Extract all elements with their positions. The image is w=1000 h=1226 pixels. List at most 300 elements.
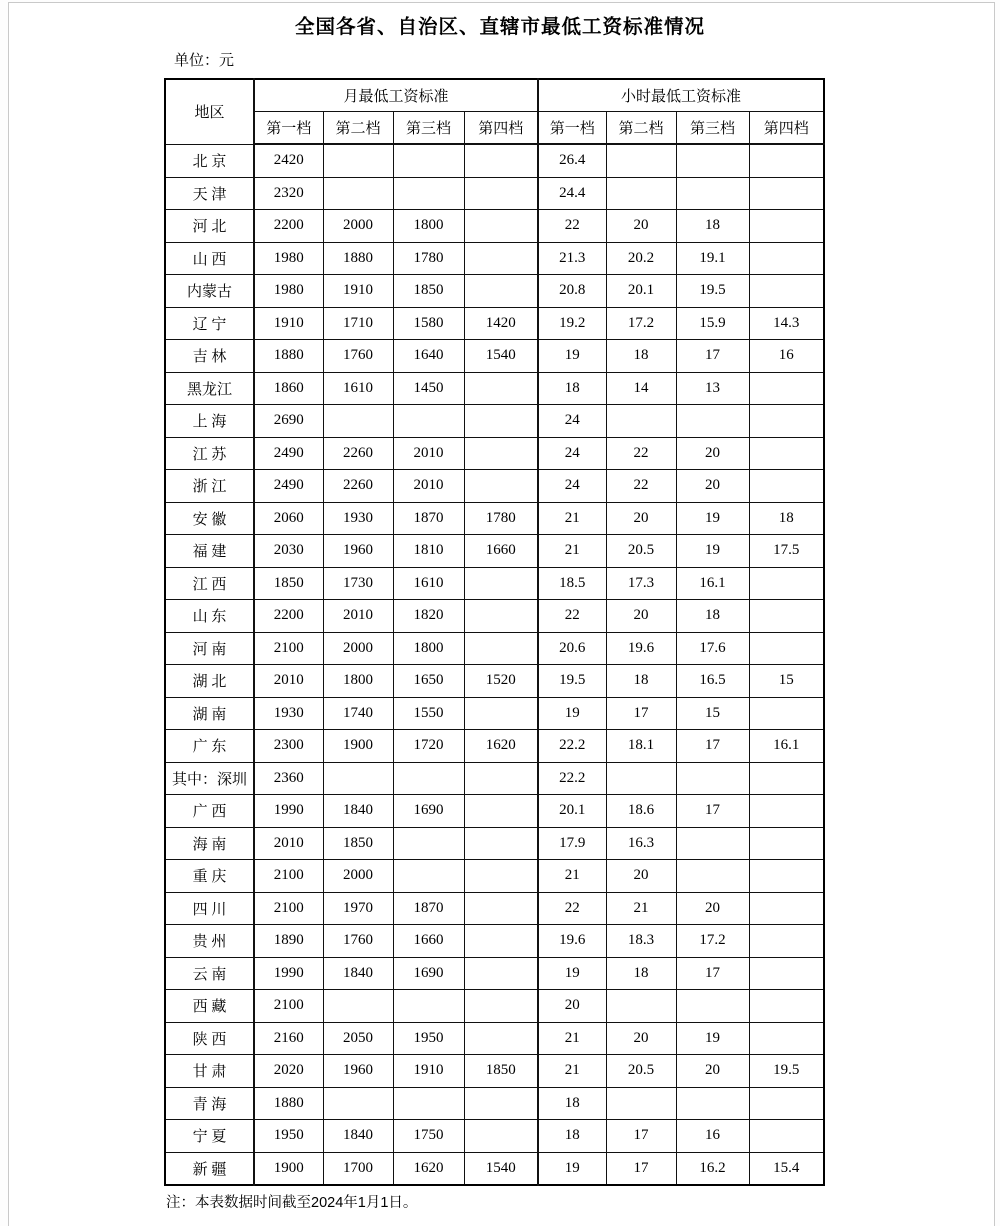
hourly-tier-1-cell: 24 bbox=[538, 405, 606, 438]
monthly-tier-4-cell bbox=[464, 1087, 538, 1120]
region-cell: 内蒙古 bbox=[165, 275, 254, 308]
monthly-tier-2-cell: 1740 bbox=[323, 697, 393, 730]
monthly-tier-2-cell: 1880 bbox=[323, 242, 393, 275]
table-row bbox=[165, 990, 824, 1023]
hourly-tier-2-cell: 20 bbox=[606, 210, 676, 243]
region-cell: 广 东 bbox=[165, 730, 254, 763]
monthly-tier-4-cell bbox=[464, 210, 538, 243]
monthly-tier-1-cell: 2060 bbox=[254, 502, 323, 535]
monthly-tier-2-cell bbox=[323, 1087, 393, 1120]
hourly-tier-2-cell: 20.5 bbox=[606, 1055, 676, 1088]
hourly-tier-3-cell: 18 bbox=[676, 600, 749, 633]
hourly-tier-4-cell bbox=[749, 275, 824, 308]
table-row bbox=[165, 275, 824, 308]
monthly-tier-4-cell: 1620 bbox=[464, 730, 538, 763]
hourly-tier-4-cell: 18 bbox=[749, 502, 824, 535]
region-cell: 黑龙江 bbox=[165, 372, 254, 405]
monthly-tier-1-cell: 2010 bbox=[254, 665, 323, 698]
hourly-tier-2-cell: 20.1 bbox=[606, 275, 676, 308]
monthly-tier-2-cell bbox=[323, 405, 393, 438]
table-row bbox=[165, 762, 824, 795]
monthly-tier-2-cell: 1970 bbox=[323, 892, 393, 925]
region-cell: 河 北 bbox=[165, 210, 254, 243]
hourly-tier-2-cell: 20 bbox=[606, 1022, 676, 1055]
monthly-tier-4-cell: 1540 bbox=[464, 1152, 538, 1185]
monthly-tier-4-cell bbox=[464, 437, 538, 470]
hourly-tier-3-cell bbox=[676, 762, 749, 795]
hourly-tier-1-cell: 24.4 bbox=[538, 177, 606, 210]
monthly-tier-3-cell: 1810 bbox=[393, 535, 464, 568]
table-row bbox=[165, 307, 824, 340]
hourly-tier-4-cell bbox=[749, 437, 824, 470]
table-row bbox=[165, 502, 824, 535]
monthly-tier-1-cell: 2100 bbox=[254, 892, 323, 925]
monthly-tier-3-cell: 1640 bbox=[393, 340, 464, 373]
monthly-tier-3-cell bbox=[393, 990, 464, 1023]
monthly-tier-1-cell: 2020 bbox=[254, 1055, 323, 1088]
hourly-tier-2-cell: 19.6 bbox=[606, 632, 676, 665]
monthly-tier-3-cell: 1450 bbox=[393, 372, 464, 405]
monthly-tier-1-cell: 1860 bbox=[254, 372, 323, 405]
hourly-tier-2-cell: 17 bbox=[606, 1120, 676, 1153]
region-cell: 甘 肃 bbox=[165, 1055, 254, 1088]
hourly-tier-3-cell bbox=[676, 177, 749, 210]
monthly-tier-3-cell: 1580 bbox=[393, 307, 464, 340]
region-cell: 北 京 bbox=[165, 144, 254, 177]
monthly-tier-4-header: 第四档 bbox=[464, 112, 538, 145]
hourly-tier-2-cell: 18 bbox=[606, 665, 676, 698]
monthly-tier-3-cell: 1550 bbox=[393, 697, 464, 730]
hourly-tier-1-cell: 20.1 bbox=[538, 795, 606, 828]
hourly-tier-4-cell bbox=[749, 892, 824, 925]
table-row bbox=[165, 1055, 824, 1088]
hourly-tier-3-cell: 17 bbox=[676, 730, 749, 763]
monthly-tier-2-cell: 1960 bbox=[323, 535, 393, 568]
hourly-tier-3-cell: 15 bbox=[676, 697, 749, 730]
table-row bbox=[165, 405, 824, 438]
region-cell: 福 建 bbox=[165, 535, 254, 568]
monthly-tier-3-cell: 1650 bbox=[393, 665, 464, 698]
hourly-tier-3-cell: 20 bbox=[676, 892, 749, 925]
monthly-tier-1-cell: 2030 bbox=[254, 535, 323, 568]
monthly-tier-1-cell: 2100 bbox=[254, 860, 323, 893]
monthly-tier-2-cell: 1760 bbox=[323, 925, 393, 958]
hourly-tier-2-cell: 18.3 bbox=[606, 925, 676, 958]
hourly-tier-3-header: 第三档 bbox=[676, 112, 749, 145]
monthly-tier-4-cell bbox=[464, 1120, 538, 1153]
hourly-tier-3-cell: 17.2 bbox=[676, 925, 749, 958]
monthly-tier-2-cell: 2260 bbox=[323, 470, 393, 503]
region-cell: 宁 夏 bbox=[165, 1120, 254, 1153]
monthly-tier-3-cell: 1870 bbox=[393, 502, 464, 535]
monthly-tier-3-cell: 1820 bbox=[393, 600, 464, 633]
monthly-tier-3-cell: 1610 bbox=[393, 567, 464, 600]
monthly-tier-1-cell: 1910 bbox=[254, 307, 323, 340]
hourly-tier-4-cell bbox=[749, 762, 824, 795]
monthly-tier-4-cell: 1780 bbox=[464, 502, 538, 535]
monthly-tier-4-cell: 1520 bbox=[464, 665, 538, 698]
monthly-tier-1-cell: 2490 bbox=[254, 437, 323, 470]
hourly-tier-1-cell: 21 bbox=[538, 502, 606, 535]
hourly-tier-1-cell: 19.5 bbox=[538, 665, 606, 698]
hourly-tier-4-cell: 15.4 bbox=[749, 1152, 824, 1185]
table-row bbox=[165, 892, 824, 925]
monthly-tier-4-cell bbox=[464, 600, 538, 633]
hourly-tier-1-cell: 19 bbox=[538, 957, 606, 990]
page-title: 全国各省、自治区、直辖市最低工资标准情况 bbox=[294, 16, 705, 38]
region-cell: 吉 林 bbox=[165, 340, 254, 373]
monthly-tier-1-cell: 1980 bbox=[254, 242, 323, 275]
monthly-group-header: 月最低工资标准 bbox=[254, 79, 538, 112]
monthly-tier-2-cell: 1930 bbox=[323, 502, 393, 535]
region-cell: 海 南 bbox=[165, 827, 254, 860]
monthly-tier-2-cell: 1840 bbox=[323, 795, 393, 828]
hourly-tier-3-cell bbox=[676, 990, 749, 1023]
monthly-tier-3-cell bbox=[393, 827, 464, 860]
hourly-tier-1-cell: 24 bbox=[538, 437, 606, 470]
hourly-tier-3-cell: 16.5 bbox=[676, 665, 749, 698]
monthly-tier-2-cell: 1840 bbox=[323, 1120, 393, 1153]
monthly-tier-1-cell: 2010 bbox=[254, 827, 323, 860]
monthly-tier-1-cell: 2200 bbox=[254, 600, 323, 633]
hourly-tier-4-cell bbox=[749, 372, 824, 405]
hourly-tier-4-cell bbox=[749, 242, 824, 275]
hourly-tier-1-cell: 22 bbox=[538, 210, 606, 243]
monthly-tier-2-cell: 1840 bbox=[323, 957, 393, 990]
table-row bbox=[165, 860, 824, 893]
table-row bbox=[165, 210, 824, 243]
hourly-tier-1-cell: 17.9 bbox=[538, 827, 606, 860]
monthly-tier-3-cell: 1660 bbox=[393, 925, 464, 958]
monthly-tier-3-cell: 1800 bbox=[393, 210, 464, 243]
region-cell: 新 疆 bbox=[165, 1152, 254, 1185]
hourly-tier-4-cell bbox=[749, 470, 824, 503]
monthly-tier-4-cell bbox=[464, 177, 538, 210]
hourly-tier-2-cell: 17 bbox=[606, 1152, 676, 1185]
hourly-tier-1-cell: 18 bbox=[538, 1120, 606, 1153]
region-cell: 四 川 bbox=[165, 892, 254, 925]
table-row bbox=[165, 827, 824, 860]
hourly-tier-4-cell: 17.5 bbox=[749, 535, 824, 568]
monthly-tier-1-cell: 1850 bbox=[254, 567, 323, 600]
hourly-tier-1-cell: 20.6 bbox=[538, 632, 606, 665]
monthly-tier-2-cell bbox=[323, 144, 393, 177]
monthly-tier-1-cell: 2200 bbox=[254, 210, 323, 243]
hourly-tier-1-cell: 20.8 bbox=[538, 275, 606, 308]
hourly-tier-1-cell: 18 bbox=[538, 372, 606, 405]
hourly-tier-2-cell: 21 bbox=[606, 892, 676, 925]
monthly-tier-2-cell: 2010 bbox=[323, 600, 393, 633]
monthly-tier-1-cell: 1930 bbox=[254, 697, 323, 730]
table-row bbox=[165, 957, 824, 990]
table-row bbox=[165, 144, 824, 177]
region-cell: 山 东 bbox=[165, 600, 254, 633]
region-column-header: 地区 bbox=[165, 79, 254, 144]
hourly-tier-1-cell: 22 bbox=[538, 600, 606, 633]
monthly-tier-2-cell: 1910 bbox=[323, 275, 393, 308]
table-row bbox=[165, 1152, 824, 1185]
monthly-tier-2-header: 第二档 bbox=[323, 112, 393, 145]
monthly-tier-3-cell bbox=[393, 144, 464, 177]
monthly-tier-3-header: 第三档 bbox=[393, 112, 464, 145]
hourly-tier-2-cell: 14 bbox=[606, 372, 676, 405]
hourly-tier-4-cell bbox=[749, 1022, 824, 1055]
hourly-tier-2-cell: 16.3 bbox=[606, 827, 676, 860]
hourly-tier-2-cell: 17 bbox=[606, 697, 676, 730]
tier-header-row bbox=[165, 112, 824, 145]
monthly-tier-4-cell bbox=[464, 242, 538, 275]
monthly-tier-4-cell bbox=[464, 795, 538, 828]
hourly-tier-2-cell bbox=[606, 144, 676, 177]
monthly-tier-2-cell: 2050 bbox=[323, 1022, 393, 1055]
table-row bbox=[165, 1022, 824, 1055]
monthly-tier-1-cell: 1990 bbox=[254, 795, 323, 828]
monthly-tier-3-cell: 1690 bbox=[393, 795, 464, 828]
hourly-tier-4-cell bbox=[749, 860, 824, 893]
monthly-tier-1-cell: 1990 bbox=[254, 957, 323, 990]
region-cell: 贵 州 bbox=[165, 925, 254, 958]
hourly-tier-4-cell bbox=[749, 827, 824, 860]
hourly-tier-3-cell: 19 bbox=[676, 1022, 749, 1055]
monthly-tier-2-cell: 1900 bbox=[323, 730, 393, 763]
hourly-tier-2-header: 第二档 bbox=[606, 112, 676, 145]
monthly-tier-2-cell: 2260 bbox=[323, 437, 393, 470]
monthly-tier-1-cell: 2160 bbox=[254, 1022, 323, 1055]
hourly-tier-1-cell: 21 bbox=[538, 1055, 606, 1088]
hourly-tier-2-cell bbox=[606, 1087, 676, 1120]
monthly-tier-4-cell bbox=[464, 860, 538, 893]
hourly-tier-3-cell: 20 bbox=[676, 1055, 749, 1088]
table-row bbox=[165, 600, 824, 633]
hourly-tier-3-cell: 19.5 bbox=[676, 275, 749, 308]
monthly-tier-4-cell bbox=[464, 990, 538, 1023]
monthly-tier-3-cell bbox=[393, 177, 464, 210]
table-row bbox=[165, 795, 824, 828]
hourly-tier-1-cell: 22.2 bbox=[538, 762, 606, 795]
table-row bbox=[165, 372, 824, 405]
hourly-tier-1-cell: 22.2 bbox=[538, 730, 606, 763]
monthly-tier-4-cell bbox=[464, 372, 538, 405]
monthly-tier-2-cell bbox=[323, 990, 393, 1023]
monthly-tier-1-cell: 1900 bbox=[254, 1152, 323, 1185]
monthly-tier-4-cell: 1540 bbox=[464, 340, 538, 373]
monthly-tier-1-cell: 1880 bbox=[254, 340, 323, 373]
table-row bbox=[165, 437, 824, 470]
hourly-tier-3-cell: 17 bbox=[676, 795, 749, 828]
hourly-tier-3-cell: 16 bbox=[676, 1120, 749, 1153]
hourly-tier-4-cell: 15 bbox=[749, 665, 824, 698]
hourly-tier-3-cell bbox=[676, 860, 749, 893]
hourly-tier-3-cell: 16.2 bbox=[676, 1152, 749, 1185]
monthly-tier-3-cell: 1850 bbox=[393, 275, 464, 308]
table-row bbox=[165, 567, 824, 600]
hourly-tier-3-cell: 19 bbox=[676, 535, 749, 568]
hourly-tier-4-cell bbox=[749, 210, 824, 243]
table-row bbox=[165, 730, 824, 763]
monthly-tier-2-cell bbox=[323, 762, 393, 795]
monthly-tier-4-cell bbox=[464, 697, 538, 730]
monthly-tier-3-cell bbox=[393, 860, 464, 893]
monthly-tier-3-cell: 2010 bbox=[393, 470, 464, 503]
monthly-tier-4-cell bbox=[464, 405, 538, 438]
monthly-tier-4-cell bbox=[464, 925, 538, 958]
region-cell: 湖 北 bbox=[165, 665, 254, 698]
monthly-tier-3-cell bbox=[393, 405, 464, 438]
region-cell: 上 海 bbox=[165, 405, 254, 438]
hourly-tier-3-cell bbox=[676, 405, 749, 438]
hourly-tier-3-cell bbox=[676, 144, 749, 177]
hourly-tier-4-cell bbox=[749, 925, 824, 958]
hourly-tier-2-cell: 18.1 bbox=[606, 730, 676, 763]
hourly-tier-2-cell: 17.2 bbox=[606, 307, 676, 340]
region-cell: 青 海 bbox=[165, 1087, 254, 1120]
hourly-tier-2-cell bbox=[606, 990, 676, 1023]
monthly-tier-1-cell: 1950 bbox=[254, 1120, 323, 1153]
monthly-tier-4-cell: 1850 bbox=[464, 1055, 538, 1088]
hourly-tier-4-cell: 16.1 bbox=[749, 730, 824, 763]
hourly-tier-4-cell bbox=[749, 567, 824, 600]
hourly-tier-1-cell: 19 bbox=[538, 697, 606, 730]
hourly-tier-4-cell bbox=[749, 405, 824, 438]
hourly-tier-4-cell: 19.5 bbox=[749, 1055, 824, 1088]
monthly-tier-2-cell: 2000 bbox=[323, 860, 393, 893]
monthly-tier-1-cell: 2100 bbox=[254, 990, 323, 1023]
hourly-tier-3-cell: 18 bbox=[676, 210, 749, 243]
monthly-tier-1-header: 第一档 bbox=[254, 112, 323, 145]
hourly-tier-4-cell bbox=[749, 1087, 824, 1120]
monthly-tier-4-cell bbox=[464, 1022, 538, 1055]
monthly-tier-1-cell: 2490 bbox=[254, 470, 323, 503]
monthly-tier-4-cell bbox=[464, 567, 538, 600]
region-cell: 浙 江 bbox=[165, 470, 254, 503]
hourly-tier-2-cell: 18 bbox=[606, 340, 676, 373]
hourly-tier-4-cell bbox=[749, 177, 824, 210]
monthly-tier-2-cell: 2000 bbox=[323, 210, 393, 243]
hourly-tier-3-cell bbox=[676, 1087, 749, 1120]
monthly-tier-4-cell bbox=[464, 144, 538, 177]
monthly-tier-2-cell: 1800 bbox=[323, 665, 393, 698]
monthly-tier-3-cell: 1800 bbox=[393, 632, 464, 665]
monthly-tier-1-cell: 2300 bbox=[254, 730, 323, 763]
wage-table-body bbox=[165, 144, 824, 1185]
hourly-tier-2-cell: 22 bbox=[606, 437, 676, 470]
hourly-tier-4-header: 第四档 bbox=[749, 112, 824, 145]
hourly-tier-4-cell: 16 bbox=[749, 340, 824, 373]
hourly-tier-1-cell: 19.2 bbox=[538, 307, 606, 340]
region-cell: 湖 南 bbox=[165, 697, 254, 730]
hourly-tier-2-cell: 18.6 bbox=[606, 795, 676, 828]
unit-label: 单位：元 bbox=[174, 52, 235, 69]
hourly-tier-3-cell: 20 bbox=[676, 437, 749, 470]
hourly-tier-1-cell: 22 bbox=[538, 892, 606, 925]
minimum-wage-table bbox=[164, 78, 825, 1186]
hourly-tier-4-cell bbox=[749, 990, 824, 1023]
hourly-tier-4-cell bbox=[749, 600, 824, 633]
hourly-tier-3-cell: 19 bbox=[676, 502, 749, 535]
monthly-tier-1-cell: 2690 bbox=[254, 405, 323, 438]
hourly-tier-2-cell bbox=[606, 762, 676, 795]
hourly-tier-1-cell: 19 bbox=[538, 1152, 606, 1185]
table-row bbox=[165, 242, 824, 275]
region-cell: 河 南 bbox=[165, 632, 254, 665]
hourly-tier-1-cell: 21 bbox=[538, 1022, 606, 1055]
monthly-tier-2-cell: 1710 bbox=[323, 307, 393, 340]
hourly-tier-1-cell: 18.5 bbox=[538, 567, 606, 600]
hourly-tier-3-cell: 17 bbox=[676, 340, 749, 373]
monthly-tier-2-cell bbox=[323, 177, 393, 210]
table-row bbox=[165, 535, 824, 568]
hourly-tier-3-cell bbox=[676, 827, 749, 860]
table-row bbox=[165, 1087, 824, 1120]
hourly-tier-2-cell: 20.2 bbox=[606, 242, 676, 275]
monthly-tier-3-cell: 2010 bbox=[393, 437, 464, 470]
table-row bbox=[165, 177, 824, 210]
monthly-tier-3-cell bbox=[393, 762, 464, 795]
hourly-tier-3-cell: 16.1 bbox=[676, 567, 749, 600]
region-cell: 安 徽 bbox=[165, 502, 254, 535]
monthly-tier-4-cell: 1660 bbox=[464, 535, 538, 568]
hourly-tier-1-header: 第一档 bbox=[538, 112, 606, 145]
table-row bbox=[165, 632, 824, 665]
hourly-tier-2-cell bbox=[606, 405, 676, 438]
monthly-tier-1-cell: 1880 bbox=[254, 1087, 323, 1120]
hourly-tier-4-cell bbox=[749, 632, 824, 665]
monthly-tier-1-cell: 1890 bbox=[254, 925, 323, 958]
region-cell: 陕 西 bbox=[165, 1022, 254, 1055]
monthly-tier-3-cell bbox=[393, 1087, 464, 1120]
hourly-tier-1-cell: 19.6 bbox=[538, 925, 606, 958]
region-cell: 江 苏 bbox=[165, 437, 254, 470]
table-row bbox=[165, 665, 824, 698]
monthly-tier-3-cell: 1950 bbox=[393, 1022, 464, 1055]
hourly-tier-1-cell: 26.4 bbox=[538, 144, 606, 177]
monthly-tier-2-cell: 1610 bbox=[323, 372, 393, 405]
region-cell: 重 庆 bbox=[165, 860, 254, 893]
region-cell: 西 藏 bbox=[165, 990, 254, 1023]
monthly-tier-3-cell: 1720 bbox=[393, 730, 464, 763]
hourly-tier-3-cell: 13 bbox=[676, 372, 749, 405]
region-cell: 天 津 bbox=[165, 177, 254, 210]
hourly-tier-2-cell bbox=[606, 177, 676, 210]
hourly-tier-2-cell: 20 bbox=[606, 600, 676, 633]
table-row bbox=[165, 340, 824, 373]
hourly-tier-1-cell: 21 bbox=[538, 860, 606, 893]
table-row bbox=[165, 925, 824, 958]
hourly-tier-2-cell: 17.3 bbox=[606, 567, 676, 600]
monthly-tier-4-cell bbox=[464, 892, 538, 925]
hourly-tier-4-cell: 14.3 bbox=[749, 307, 824, 340]
hourly-tier-3-cell: 15.9 bbox=[676, 307, 749, 340]
hourly-tier-1-cell: 24 bbox=[538, 470, 606, 503]
region-cell: 广 西 bbox=[165, 795, 254, 828]
group-header-row bbox=[165, 79, 824, 112]
hourly-tier-1-cell: 21.3 bbox=[538, 242, 606, 275]
hourly-tier-4-cell bbox=[749, 795, 824, 828]
hourly-tier-4-cell bbox=[749, 697, 824, 730]
hourly-tier-1-cell: 18 bbox=[538, 1087, 606, 1120]
hourly-tier-1-cell: 20 bbox=[538, 990, 606, 1023]
monthly-tier-3-cell: 1620 bbox=[393, 1152, 464, 1185]
monthly-tier-4-cell bbox=[464, 275, 538, 308]
monthly-tier-4-cell: 1420 bbox=[464, 307, 538, 340]
region-cell: 江 西 bbox=[165, 567, 254, 600]
region-cell: 其中：深圳 bbox=[165, 762, 254, 795]
hourly-tier-3-cell: 17.6 bbox=[676, 632, 749, 665]
hourly-tier-4-cell bbox=[749, 957, 824, 990]
hourly-tier-2-cell: 20 bbox=[606, 502, 676, 535]
hourly-tier-2-cell: 18 bbox=[606, 957, 676, 990]
table-row bbox=[165, 697, 824, 730]
